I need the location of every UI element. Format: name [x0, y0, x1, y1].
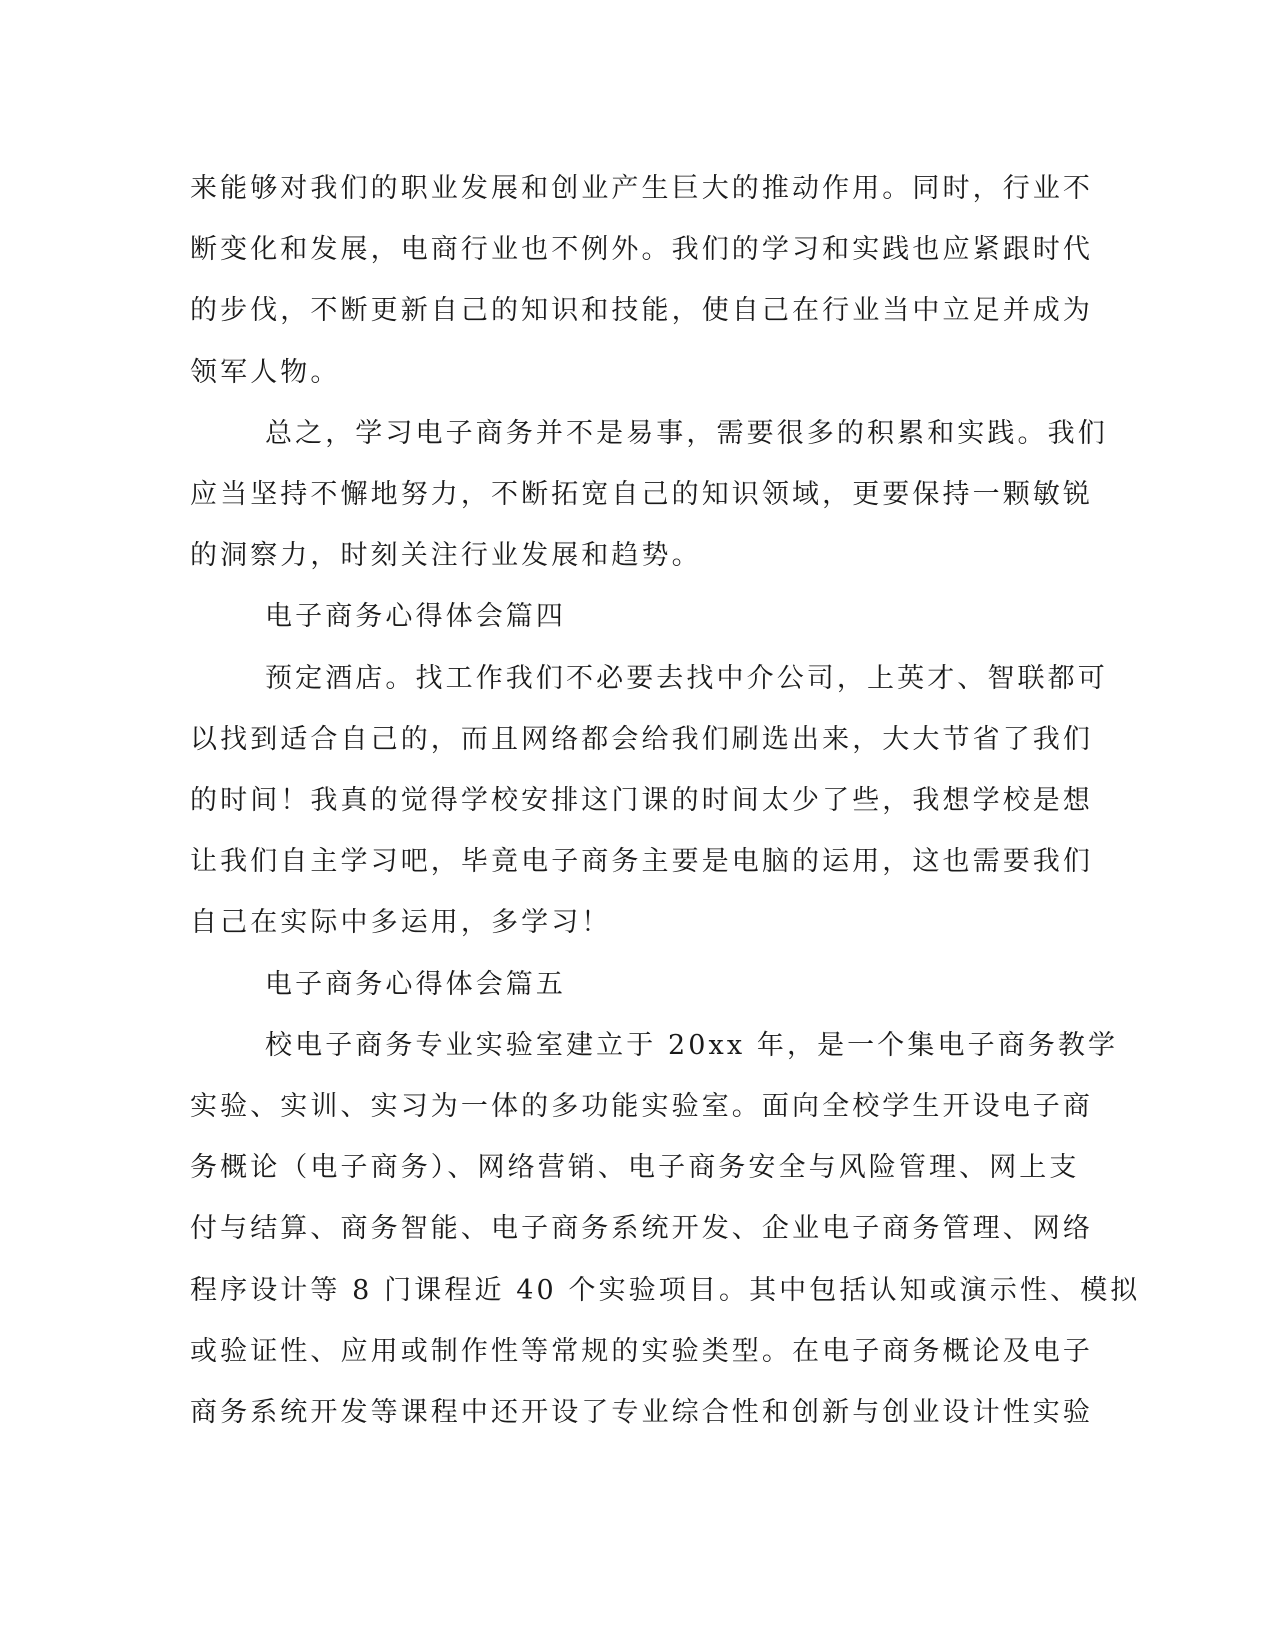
text-line: 自己在实际中多运用，多学习！	[190, 907, 612, 939]
paragraph-laboratory	[190, 1015, 1141, 1443]
paragraph-hotel-booking	[190, 648, 1108, 954]
text-line: 程序设计等 8 门课程近 40 个实验项目。其中包括认知或演示性、模拟	[190, 1274, 1141, 1306]
text-line: 的步伐，不断更新自己的知识和技能，使自己在行业当中立足并成为	[190, 295, 1093, 327]
text-line: 或验证性、应用或制作性等常规的实验类型。在电子商务概论及电子	[190, 1335, 1093, 1367]
text-line: 以找到适合自己的，而且网络都会给我们刷选出来，大大节省了我们	[190, 723, 1093, 755]
document-body	[190, 158, 1141, 1443]
text-line: 付与结算、商务智能、电子商务系统开发、企业电子商务管理、网络	[190, 1213, 1093, 1245]
text-line: 预定酒店。找工作我们不必要去找中介公司，上英才、智联都可	[265, 662, 1108, 694]
section-heading-part-four	[190, 586, 1090, 647]
heading-text: 电子商务心得体会篇四	[265, 601, 566, 633]
text-line: 务概论（电子商务）、网络营销、电子商务安全与风险管理、网上支	[190, 1152, 1080, 1184]
text-line: 断变化和发展，电商行业也不例外。我们的学习和实践也应紧跟时代	[190, 234, 1093, 266]
text-line: 让我们自主学习吧，毕竟电子商务主要是电脑的运用，这也需要我们	[190, 846, 1093, 878]
text-line: 的时间！我真的觉得学校安排这门课的时间太少了些，我想学校是想	[190, 785, 1093, 817]
text-line: 领军人物。	[190, 356, 341, 388]
heading-text: 电子商务心得体会篇五	[265, 968, 566, 1000]
text-line: 商务系统开发等课程中还开设了专业综合性和创新与创业设计性实验	[190, 1397, 1093, 1429]
text-line: 实验、实训、实习为一体的多功能实验室。面向全校学生开设电子商	[190, 1091, 1093, 1123]
text-line: 应当坚持不懈地努力，不断拓宽自己的知识领域，更要保持一颗敏锐	[190, 479, 1093, 511]
text-line: 校电子商务专业实验室建立于 20xx 年，是一个集电子商务教学	[265, 1029, 1119, 1061]
text-line: 的洞察力，时刻关注行业发展和趋势。	[190, 540, 702, 572]
text-line: 总之，学习电子商务并不是易事，需要很多的积累和实践。我们	[265, 417, 1108, 449]
paragraph-summary	[190, 403, 1108, 587]
text-line: 来能够对我们的职业发展和创业产生巨大的推动作用。同时，行业不	[190, 173, 1093, 204]
section-heading-part-five	[190, 954, 1090, 1015]
paragraph-career-development	[190, 158, 1093, 403]
